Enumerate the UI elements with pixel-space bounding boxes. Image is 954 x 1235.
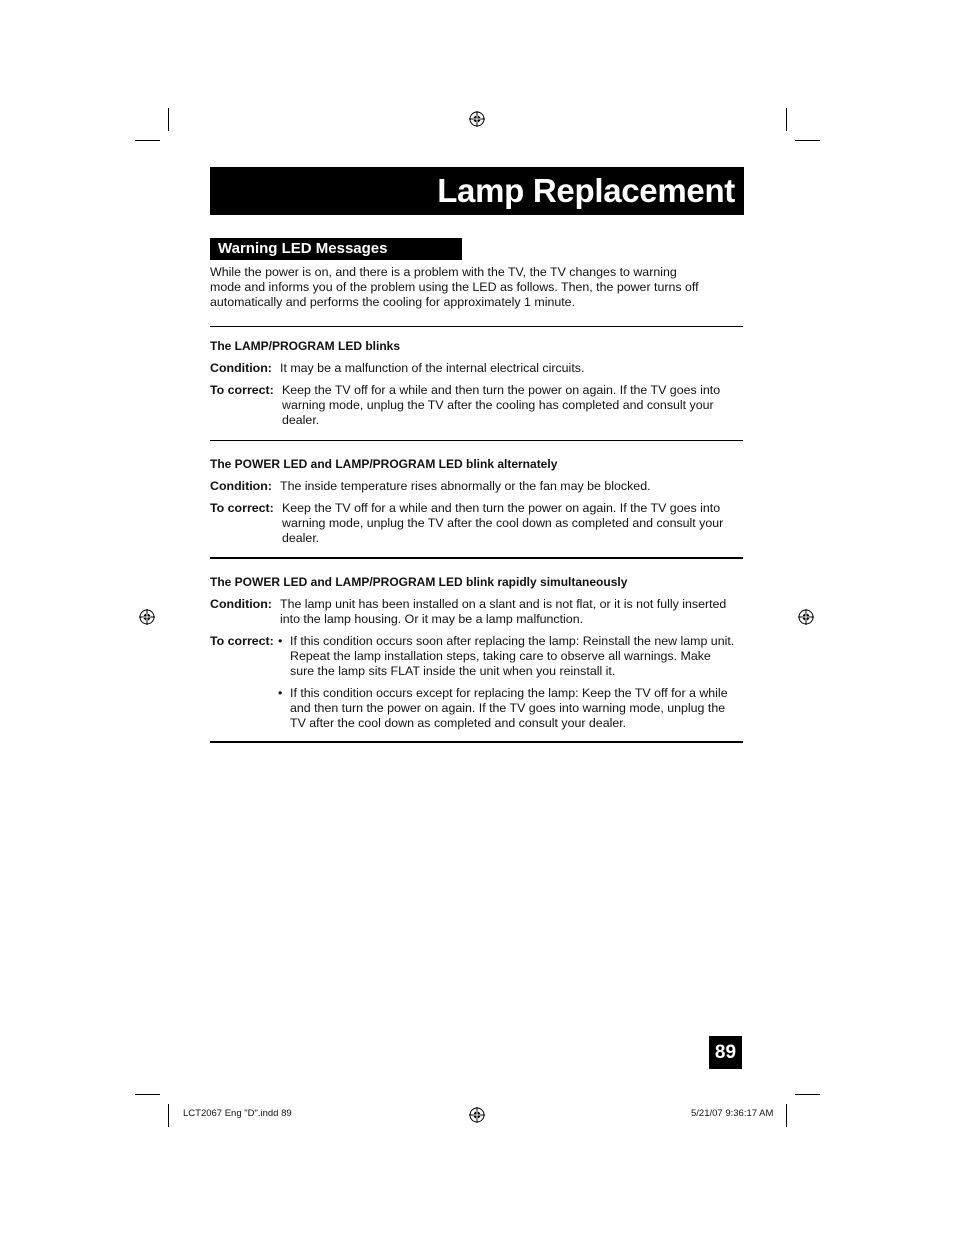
condition-text: The inside temperature rises abnormally or the fan may be blocked. [280,479,651,493]
block-heading: The POWER LED and LAMP/PROGRAM LED blink alternately [210,457,558,471]
divider [210,557,743,559]
correct-line: dealer. [282,531,320,546]
bullet-marker: • [278,686,283,700]
section-heading-bar [210,238,462,260]
correct-line: dealer. [282,413,320,428]
divider [210,440,743,441]
block-heading: The LAMP/PROGRAM LED blinks [210,339,401,353]
divider [210,741,743,743]
intro-line: automatically and performs the cooling for approximately 1 minute. [210,295,576,310]
crop-mark [168,1104,169,1127]
correct-label: To correct: [210,634,274,648]
correct-line: Keep the TV off for a while and then turn the power on again. If the TV goes into [282,501,721,515]
bullet-line: TV after the cool down as completed and consult your dealer. [290,716,627,731]
correct-line: warning mode, unplug the TV after the cooling has completed and consult your [282,398,714,413]
page-title-bar [210,167,744,215]
intro-paragraph [210,265,750,311]
correct-text [282,501,752,547]
condition-line: into the lamp housing. Or it may be a lamp malfunction. [280,612,584,627]
crop-mark [168,108,169,131]
condition-label: Condition: [210,361,272,375]
section-heading: Warning LED Messages [218,240,388,257]
bullet-item [290,634,750,680]
crop-mark [795,140,820,141]
crop-mark [786,108,787,131]
correct-line: Keep the TV off for a while and then turn the power on again. If the TV goes into [282,383,721,397]
bullet-line: If this condition occurs soon after replacing the lamp: Reinstall the new lamp unit. [290,634,735,648]
page-number: 89 [709,1036,742,1069]
correct-label: To correct: [210,501,274,515]
bullet-line: If this condition occurs except for replacing the lamp: Keep the TV off for a while [290,686,728,700]
registration-mark-icon [798,609,814,625]
registration-mark-icon [469,111,485,127]
condition-line: The lamp unit has been installed on a slant and is not flat, or it is not fully inserted [280,597,727,611]
page-title: Lamp Replacement [437,172,735,209]
correct-text [282,383,752,429]
crop-mark [135,1094,160,1095]
correct-label: To correct: [210,383,274,397]
intro-line: mode and informs you of the problem using the LED as follows. Then, the power turns off [210,280,699,295]
condition-label: Condition: [210,479,272,493]
intro-line: While the power is on, and there is a problem with the TV, the TV changes to warning [210,265,677,279]
bullet-line: sure the lamp sits FLAT inside the unit when you reinstall it. [290,664,616,679]
registration-mark-icon [139,609,155,625]
correct-line: warning mode, unplug the TV after the cool down as completed and consult your [282,516,724,531]
footer-filename: LCT2067 Eng "D".indd 89 [183,1108,292,1119]
bullet-item [290,686,750,732]
registration-mark-icon [469,1107,485,1123]
condition-text: It may be a malfunction of the internal electrical circuits. [280,361,585,375]
bullet-line: and then turn the power on again. If the TV goes into warning mode, unplug the [290,701,726,716]
crop-mark [795,1094,820,1095]
condition-label: Condition: [210,597,272,611]
divider [210,326,743,327]
crop-mark [135,140,160,141]
footer-timestamp: 5/21/07 9:36:17 AM [691,1108,774,1119]
bullet-marker: • [278,634,283,648]
block-heading: The POWER LED and LAMP/PROGRAM LED blink rapidly simultaneously [210,575,628,589]
crop-mark [786,1104,787,1127]
condition-text [280,597,750,627]
bullet-line: Repeat the lamp installation steps, taking care to observe all warnings. Make [290,649,711,664]
